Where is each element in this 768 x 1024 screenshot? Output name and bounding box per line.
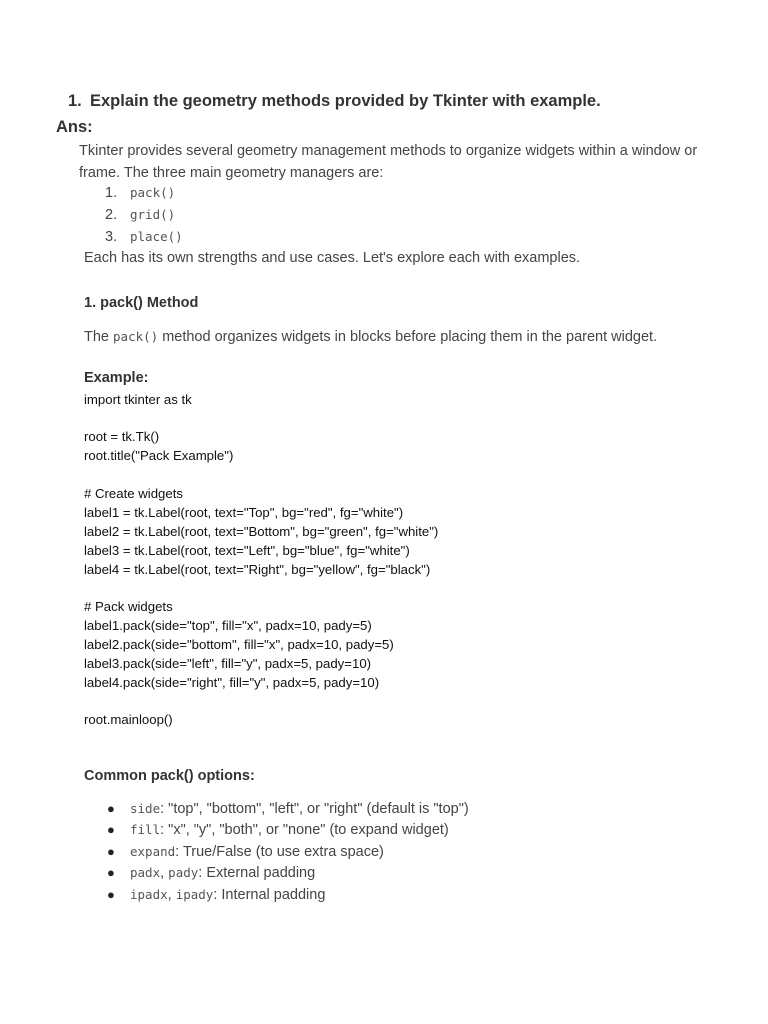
bullet-icon: ● [107,865,115,880]
code-line: root.mainloop() [84,712,173,727]
code-line: label4.pack(side="right", fill="y", padx=5, pady=10) [84,675,380,690]
inline-code: pack() [113,329,159,344]
question-number: 1. [68,92,82,110]
question-text: Explain the geometry methods provided by Tkinter with example. [90,92,601,110]
code-line: label2.pack(side="bottom", fill="x", padx=10, pady=5) [84,637,394,652]
summary-text: Each has its own strengths and use cases. Let's explore each with examples. [84,250,581,266]
manager-code: pack() [130,185,176,200]
question-heading [68,92,601,111]
example-label: Example: [84,370,149,386]
intro-paragraph: Tkinter provides several geometry management methods to organize widgets within a window or frame. The three main geometry managers are: [79,143,698,181]
bullet-icon: ● [107,887,115,902]
code-line: label4 = tk.Label(root, text="Right", bg="yellow", fg="black") [84,562,431,577]
code-line: root.title("Pack Example") [84,448,234,463]
code-line: # Pack widgets [84,599,173,614]
bullet-icon: ● [107,822,115,837]
answer-label: Ans: [56,118,93,136]
option-item: ● ipadx, ipady: Internal padding [107,887,326,903]
option-code: pady [168,865,199,880]
option-code: side [130,801,161,816]
code-line: # Create widgets [84,486,183,501]
option-code: padx [130,865,161,880]
option-item: ● expand: True/False (to use extra space) [107,844,384,860]
section-description: The pack() method organizes widgets in blocks before placing them in the parent widget. [84,329,658,345]
option-code: ipady [175,887,214,902]
option-item: ● fill: "x", "y", "both", or "none" (to expand widget) [107,822,449,838]
option-item: ● padx, pady: External padding [107,865,316,881]
option-item: ● side: "top", "bottom", "left", or "right" (default is "top") [107,801,469,817]
bullet-icon: ● [107,844,115,859]
manager-code: grid() [130,207,176,222]
option-code: expand [130,844,176,859]
manager-item: 3. place() [105,229,183,245]
manager-code: place() [130,229,183,244]
code-line: import tkinter as tk [84,392,192,407]
code-line: root = tk.Tk() [84,429,160,444]
bullet-icon: ● [107,801,115,816]
code-line: label1 = tk.Label(root, text="Top", bg="red", fg="white") [84,505,404,520]
code-line: label3 = tk.Label(root, text="Left", bg="blue", fg="white") [84,543,410,558]
option-code: fill [130,822,161,837]
code-line: label1.pack(side="top", fill="x", padx=10, pady=5) [84,618,372,633]
code-line: label2 = tk.Label(root, text="Bottom", bg="green", fg="white") [84,524,439,539]
manager-item: 1. pack() [105,185,176,201]
options-heading: Common pack() options: [84,768,255,784]
option-code: ipadx [130,887,168,902]
code-line: label3.pack(side="left", fill="y", padx=5, pady=10) [84,656,372,671]
manager-item: 2. grid() [105,207,176,223]
section-heading: 1. pack() Method [84,295,199,311]
